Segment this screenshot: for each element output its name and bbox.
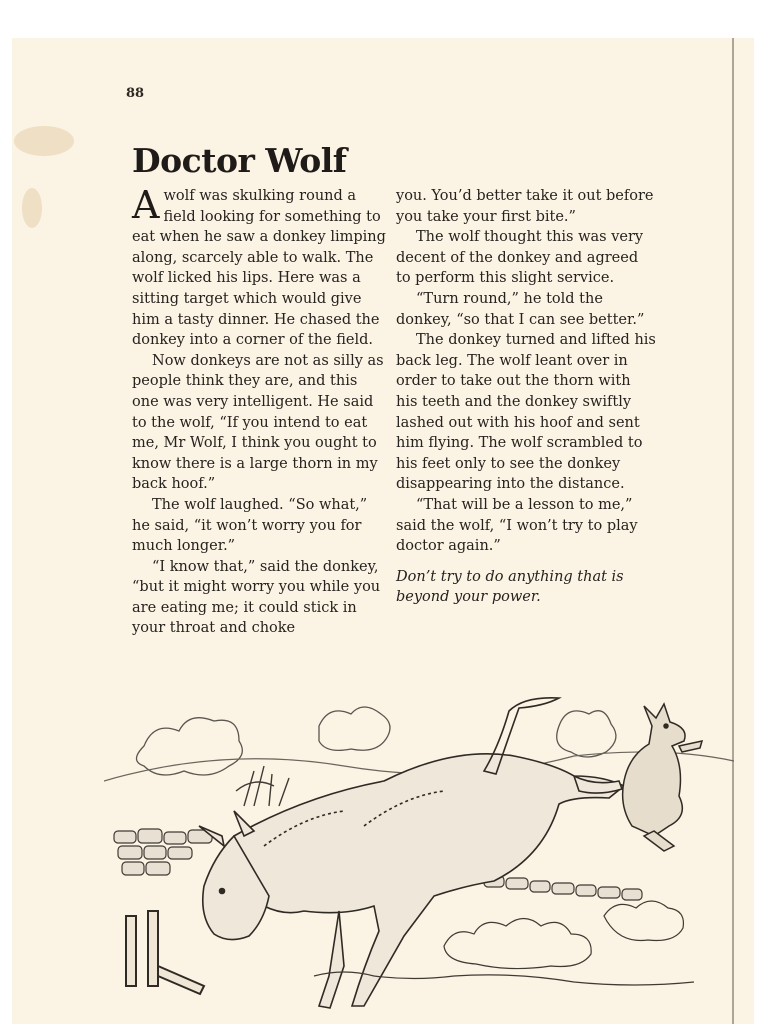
drop-cap: A [132, 183, 160, 227]
donkey-icon [199, 698, 624, 1008]
cloud-icon [137, 718, 243, 775]
moral-text: Don’t try to do anything that is beyond your power. [396, 568, 624, 606]
wolf-icon [623, 704, 702, 851]
page-number: 88 [126, 86, 145, 101]
cloud-icon [557, 711, 616, 757]
paragraph: you. You’d better take it out before you take your first bite.” [396, 188, 654, 225]
text-column-left [132, 183, 387, 639]
paragraph: Now donkeys are not as silly as people think they are, and this one was very intelligent. He said to the wolf, “If you intend to eat me, Mr Wolf, I think you ought to know there is a large thorn in my back hoof.” [132, 352, 384, 493]
paragraph: The wolf laughed. “So what,” he said, “it won’t worry you for much longer.” [132, 496, 368, 555]
story-title: Doctor Wolf [132, 141, 347, 180]
stain-mark [22, 188, 42, 228]
cloud-icon [319, 707, 390, 750]
paragraph-text: wolf was skulking round a field looking for something to eat when he saw a donkey limping along, scarcely able to walk. The wolf licked his lips. Here was a sitting target which would give him a tasty dinner. He chased the donkey into a corner of the field. [132, 188, 386, 349]
paragraph: The wolf thought this was very decent of the donkey and agreed to perform this slight service. [396, 229, 644, 287]
text-column-right [396, 186, 656, 608]
story-illustration [104, 686, 734, 1016]
fence-icon [126, 911, 204, 994]
stain-mark [14, 126, 74, 156]
paragraph: “That will be a lesson to me,” said the wolf, “I won’t try to play doctor again.” [396, 496, 638, 555]
paragraph: The donkey turned and lifted his back leg. The wolf leant over in order to take out the thorn with his teeth and the donkey swiftly lashed out with his hoof and sent him flying. The wolf scrambled to his feet only to see the donkey disappearing into the distance. [396, 332, 656, 493]
paragraph: “I know that,” said the donkey, “but it might worry you while you are eating me; it could stick in your throat and choke [132, 558, 381, 637]
paragraph [132, 183, 387, 351]
paragraph: “Turn round,” he told the donkey, “so that I can see better.” [396, 290, 645, 328]
book-page [12, 38, 754, 1024]
tree-icon [236, 766, 289, 806]
